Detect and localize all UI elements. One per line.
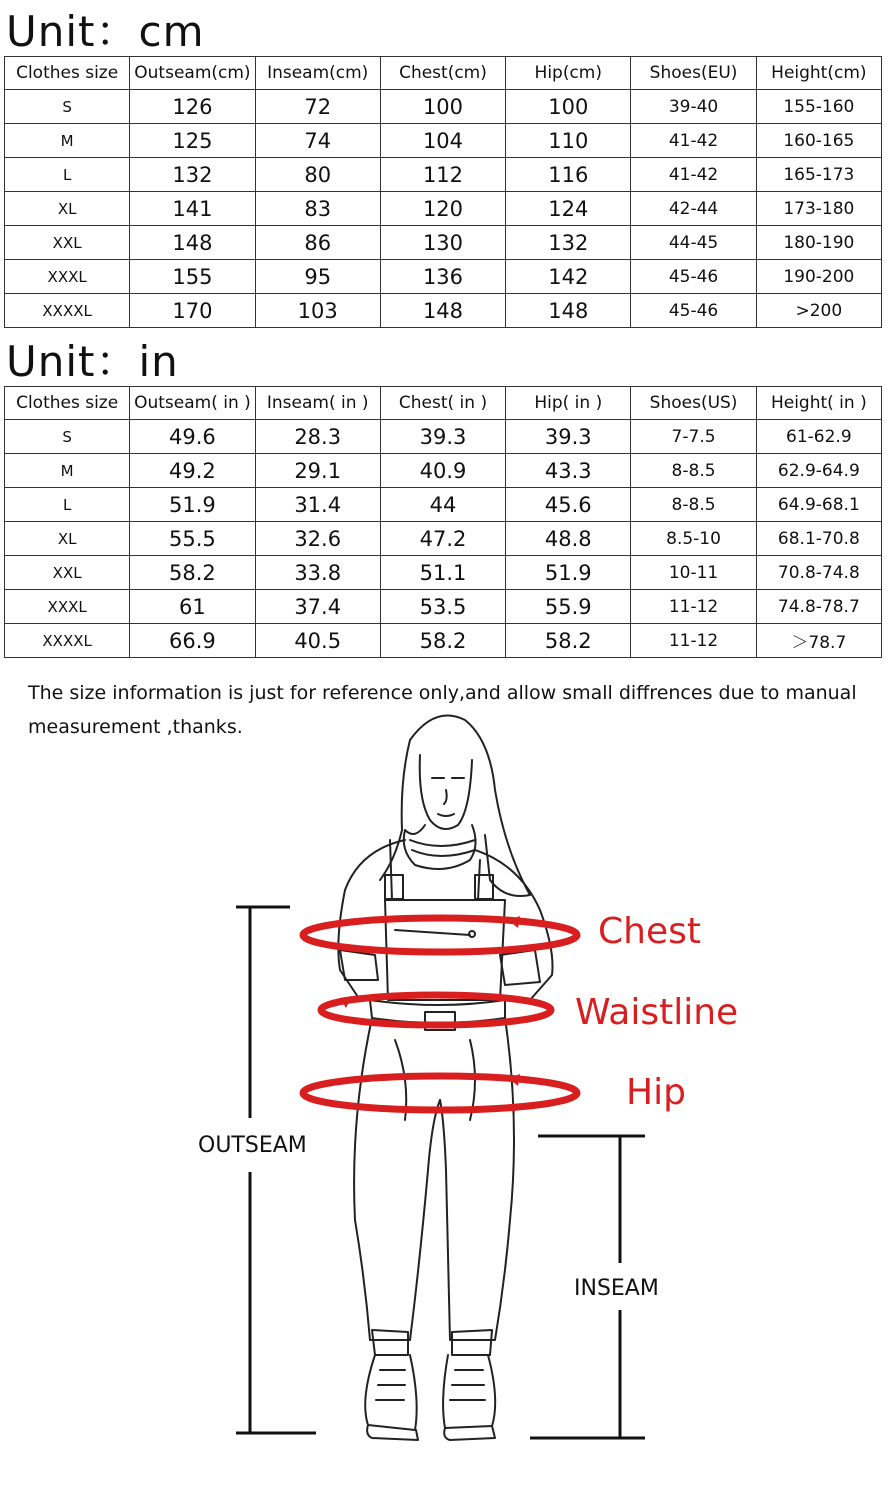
table-cell: ＞78.7 bbox=[756, 624, 881, 658]
table-cell: 51.9 bbox=[506, 556, 631, 590]
size-cell: M bbox=[5, 124, 130, 158]
size-cell: XXXXL bbox=[5, 624, 130, 658]
table-row bbox=[5, 590, 882, 624]
table-cell: 103 bbox=[255, 294, 380, 328]
column-header: Outseam(cm) bbox=[130, 57, 255, 90]
table-cell: 160-165 bbox=[756, 124, 881, 158]
table-cell: 53.5 bbox=[380, 590, 505, 624]
table-cell: 58.2 bbox=[506, 624, 631, 658]
column-header: Hip(cm) bbox=[506, 57, 631, 90]
inseam-label: INSEAM bbox=[574, 1276, 659, 1301]
size-cell: S bbox=[5, 420, 130, 454]
measurement-diagram bbox=[0, 700, 888, 1490]
table-cell: 41-42 bbox=[631, 124, 756, 158]
table-cell: 39.3 bbox=[506, 420, 631, 454]
column-header: Clothes size bbox=[5, 57, 130, 90]
table-header-row bbox=[5, 387, 882, 420]
table-cell: 120 bbox=[380, 192, 505, 226]
table-cell: 61-62.9 bbox=[756, 420, 881, 454]
column-header: Shoes(US) bbox=[631, 387, 756, 420]
column-header: Inseam(cm) bbox=[255, 57, 380, 90]
table-row bbox=[5, 158, 882, 192]
table-cell: 72 bbox=[255, 90, 380, 124]
table-cell: 51.1 bbox=[380, 556, 505, 590]
table-cell: 7-7.5 bbox=[631, 420, 756, 454]
size-cell: M bbox=[5, 454, 130, 488]
table-cell: 124 bbox=[506, 192, 631, 226]
table-row bbox=[5, 454, 882, 488]
table-cell: 33.8 bbox=[255, 556, 380, 590]
column-header: Hip( in ) bbox=[506, 387, 631, 420]
column-header: Height( in ) bbox=[756, 387, 881, 420]
table-cell: 74 bbox=[255, 124, 380, 158]
size-cell: XXXXL bbox=[5, 294, 130, 328]
column-header: Outseam( in ) bbox=[130, 387, 255, 420]
table-header-row bbox=[5, 57, 882, 90]
size-cell: S bbox=[5, 90, 130, 124]
table-cell: 125 bbox=[130, 124, 255, 158]
column-header: Chest( in ) bbox=[380, 387, 505, 420]
table-cell: 132 bbox=[506, 226, 631, 260]
table-cell: 132 bbox=[130, 158, 255, 192]
table-cell: 11-12 bbox=[631, 624, 756, 658]
column-header: Chest(cm) bbox=[380, 57, 505, 90]
table-row bbox=[5, 226, 882, 260]
table-cell: 41-42 bbox=[631, 158, 756, 192]
table-cell: 83 bbox=[255, 192, 380, 226]
table-cell: 136 bbox=[380, 260, 505, 294]
size-cell: XXL bbox=[5, 226, 130, 260]
table-cell: 28.3 bbox=[255, 420, 380, 454]
table-cell: 55.5 bbox=[130, 522, 255, 556]
table-cell: 80 bbox=[255, 158, 380, 192]
table-cell: 126 bbox=[130, 90, 255, 124]
table-cell: 58.2 bbox=[380, 624, 505, 658]
size-table-cm bbox=[4, 56, 882, 328]
outseam-label: OUTSEAM bbox=[198, 1133, 307, 1158]
table-cell: 95 bbox=[255, 260, 380, 294]
table-row bbox=[5, 420, 882, 454]
table-cell: 40.9 bbox=[380, 454, 505, 488]
size-table-in bbox=[4, 386, 882, 658]
table-cell: 141 bbox=[130, 192, 255, 226]
column-header: Clothes size bbox=[5, 387, 130, 420]
table-cell: 142 bbox=[506, 260, 631, 294]
table-cell: 148 bbox=[380, 294, 505, 328]
table-cell: 180-190 bbox=[756, 226, 881, 260]
table-cell: 155 bbox=[130, 260, 255, 294]
table-cell: 49.6 bbox=[130, 420, 255, 454]
unit-cm-title: Unit：cm bbox=[6, 7, 205, 56]
table-cell: 110 bbox=[506, 124, 631, 158]
table-cell: 68.1-70.8 bbox=[756, 522, 881, 556]
table-cell: 39.3 bbox=[380, 420, 505, 454]
table-row bbox=[5, 624, 882, 658]
table-cell: 32.6 bbox=[255, 522, 380, 556]
table-cell: 173-180 bbox=[756, 192, 881, 226]
table-cell: 100 bbox=[506, 90, 631, 124]
table-cell: 66.9 bbox=[130, 624, 255, 658]
table-cell: 86 bbox=[255, 226, 380, 260]
size-cell: L bbox=[5, 158, 130, 192]
outseam-bracket bbox=[236, 907, 316, 1433]
table-cell: 190-200 bbox=[756, 260, 881, 294]
table-row bbox=[5, 294, 882, 328]
hip-label: Hip bbox=[626, 1072, 686, 1113]
table-cell: 39-40 bbox=[631, 90, 756, 124]
table-cell: 8-8.5 bbox=[631, 488, 756, 522]
reference-note: The size information is just for reference only,and allow small diffrences due to manual measurement ,thanks. bbox=[28, 682, 857, 738]
table-cell: 44-45 bbox=[631, 226, 756, 260]
size-cell: XL bbox=[5, 522, 130, 556]
table-cell: 29.1 bbox=[255, 454, 380, 488]
table-cell: 44 bbox=[380, 488, 505, 522]
table-cell: 148 bbox=[130, 226, 255, 260]
table-cell: 11-12 bbox=[631, 590, 756, 624]
size-cell: L bbox=[5, 488, 130, 522]
table-row bbox=[5, 522, 882, 556]
table-cell: 155-160 bbox=[756, 90, 881, 124]
table-cell: 49.2 bbox=[130, 454, 255, 488]
waistline-label: Waistline bbox=[575, 992, 739, 1033]
table-cell: 116 bbox=[506, 158, 631, 192]
size-cell: XXXL bbox=[5, 590, 130, 624]
table-cell: 48.8 bbox=[506, 522, 631, 556]
table-cell: 40.5 bbox=[255, 624, 380, 658]
table-cell: 170 bbox=[130, 294, 255, 328]
table-cell: 51.9 bbox=[130, 488, 255, 522]
table-row bbox=[5, 260, 882, 294]
table-cell: 58.2 bbox=[130, 556, 255, 590]
table-cell: 43.3 bbox=[506, 454, 631, 488]
table-cell: 42-44 bbox=[631, 192, 756, 226]
table-cell: 55.9 bbox=[506, 590, 631, 624]
table-row bbox=[5, 124, 882, 158]
table-cell: 61 bbox=[130, 590, 255, 624]
table-cell: 45-46 bbox=[631, 260, 756, 294]
table-cell: >200 bbox=[756, 294, 881, 328]
table-cell: 130 bbox=[380, 226, 505, 260]
table-cell: 45-46 bbox=[631, 294, 756, 328]
chest-ring bbox=[303, 918, 577, 952]
table-row bbox=[5, 488, 882, 522]
table-cell: 10-11 bbox=[631, 556, 756, 590]
table-cell: 165-173 bbox=[756, 158, 881, 192]
column-header: Inseam( in ) bbox=[255, 387, 380, 420]
size-cell: XL bbox=[5, 192, 130, 226]
table-cell: 148 bbox=[506, 294, 631, 328]
table-row bbox=[5, 90, 882, 124]
table-row bbox=[5, 192, 882, 226]
table-cell: 62.9-64.9 bbox=[756, 454, 881, 488]
table-cell: 74.8-78.7 bbox=[756, 590, 881, 624]
table-cell: 104 bbox=[380, 124, 505, 158]
table-cell: 8.5-10 bbox=[631, 522, 756, 556]
chest-label: Chest bbox=[598, 911, 701, 952]
unit-in-title: Unit：in bbox=[6, 337, 179, 386]
table-cell: 45.6 bbox=[506, 488, 631, 522]
table-cell: 8-8.5 bbox=[631, 454, 756, 488]
table-cell: 70.8-74.8 bbox=[756, 556, 881, 590]
table-cell: 37.4 bbox=[255, 590, 380, 624]
column-header: Shoes(EU) bbox=[631, 57, 756, 90]
table-cell: 64.9-68.1 bbox=[756, 488, 881, 522]
size-cell: XXXL bbox=[5, 260, 130, 294]
column-header: Height(cm) bbox=[756, 57, 881, 90]
size-cell: XXL bbox=[5, 556, 130, 590]
table-cell: 100 bbox=[380, 90, 505, 124]
table-cell: 31.4 bbox=[255, 488, 380, 522]
table-cell: 47.2 bbox=[380, 522, 505, 556]
table-cell: 112 bbox=[380, 158, 505, 192]
table-row bbox=[5, 556, 882, 590]
